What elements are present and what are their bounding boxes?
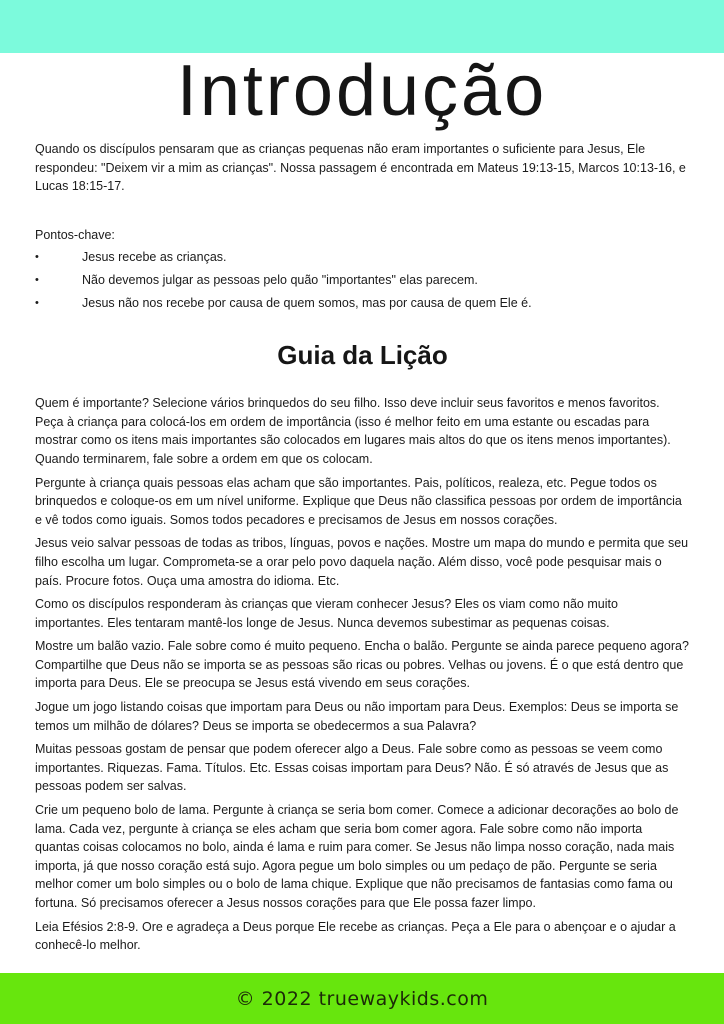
page-content — [35, 134, 690, 960]
key-point-text: Jesus não nos recebe por causa de quem somos, mas por causa de quem Ele é. — [82, 295, 532, 310]
lesson-paragraph: Jogue um jogo listando coisas que importam para Deus ou não importam para Deus. Exemplos: Deus se importa se temos um milhão de dólares? Deus se importa se obedecermos a sua Palavra? — [35, 700, 679, 733]
lesson-paragraph: Como os discípulos responderam às crianças que vieram conhecer Jesus? Eles os viam como não muito importantes. Eles tentaram mantê-los longe de Jesus. Nunca devemos subestimar as pequenas coisas. — [35, 597, 618, 630]
intro-paragraph: Quando os discípulos pensaram que as crianças pequenas não eram importantes o suficiente para Jesus, Ele respondeu: "Deixem vir a mim as crianças". Nossa passagem é encontrada em Mateus 19:13-15, Marcos 10:13-16, e Lucas 18:15-17. — [35, 142, 686, 194]
lesson-paragraph: Crie um pequeno bolo de lama. Pergunte à criança se seria bom comer. Comece a adicionar decorações ao bolo de lama. Cada vez, pergunte à criança se eles acham que seria bom comer agora. Fale sobre como não importa quantas coisas colocamos no bolo, ainda é lama e ruim para comer. Se Jesus não limpa nosso coração, nada mais importa, já que nosso coração está sujo. Agora pegue um bolo simples ou um pedaço de pão. Pergunte se seria melhor comer um bolo simples ou o bolo de lama chique. Explique que não precisamos de fantasias como fama ou fortuna. Só precisamos oferecer a Jesus nossos corações para que Ele possa fazer limpo. — [35, 803, 679, 910]
key-points-label: Pontos-chave: — [35, 227, 115, 242]
page-title: Introdução — [176, 51, 548, 131]
lesson-paragraph: Muitas pessoas gostam de pensar que podem oferecer algo a Deus. Fale sobre como as pessoas se veem como importantes. Riquezas. Fama. Títulos. Etc. Essas coisas importam para Deus? Não. É só através de Jesus que as pessoas podem ser salvas. — [35, 742, 669, 794]
footer-text: © 2022 truewaykids.com — [235, 987, 489, 1010]
list-item — [35, 294, 690, 313]
footer-bar — [0, 973, 724, 1024]
header-bar — [0, 0, 724, 53]
section-heading: Guia da Lição — [277, 340, 448, 371]
list-item — [35, 271, 690, 290]
key-points-list — [35, 248, 690, 312]
lesson-paragraph: Pergunte à criança quais pessoas elas acham que são importantes. Pais, políticos, realeza, etc. Pegue todos os brinquedos e coloque-os em um nível uniforme. Explique que Deus não classifica pessoas por ordem de importância e vê todos como iguais. Somos todos pecadores e precisamos de Jesus em nossos corações. — [35, 475, 682, 527]
bullet-icon: • — [35, 251, 39, 264]
lesson-paragraph: Quem é importante? Selecione vários brinquedos do seu filho. Isso deve incluir seus favoritos e menos favoritos. Peça à criança para colocá-los em ordem de importância (isso é melhor feito em uma estante ou escadas para mostrar como os itens mais importantes são colocados em lugares mais altos do que os itens menos importantes). Quando terminarem, fale sobre a ordem em que os colocam. — [35, 396, 671, 466]
lesson-guide-section — [35, 394, 690, 955]
key-point-text: Jesus recebe as crianças. — [82, 250, 227, 265]
key-point-text: Não devemos julgar as pessoas pelo quão "importantes" elas parecem. — [82, 272, 478, 287]
lesson-paragraph: Mostre um balão vazio. Fale sobre como é muito pequeno. Encha o balão. Pergunte se ainda parece pequeno agora? Compartilhe que Deus não se importa se as pessoas são ricas ou pobres. Velhas ou jovens. É o que está dentro que importa para Deus. Ele se preocupa se Jesus está vivendo em seus corações. — [35, 639, 689, 691]
lesson-paragraph: Leia Efésios 2:8-9. Ore e agradeça a Deus porque Ele recebe as crianças. Peça a Ele para o abençoar e o ajudar a conhecê-lo melhor. — [35, 919, 676, 953]
lesson-paragraph: Jesus veio salvar pessoas de todas as tribos, línguas, povos e nações. Mostre um mapa do mundo e permita que seu filho escolha um lugar. Comprometa-se a orar pelo povo daquela nação. Além disso, você pode pesquisar mais o país. Procure fotos. Ouça uma amostra do idioma. Etc. — [35, 536, 689, 588]
bullet-icon: • — [35, 296, 39, 309]
list-item — [35, 248, 690, 267]
bullet-icon: • — [35, 273, 39, 286]
